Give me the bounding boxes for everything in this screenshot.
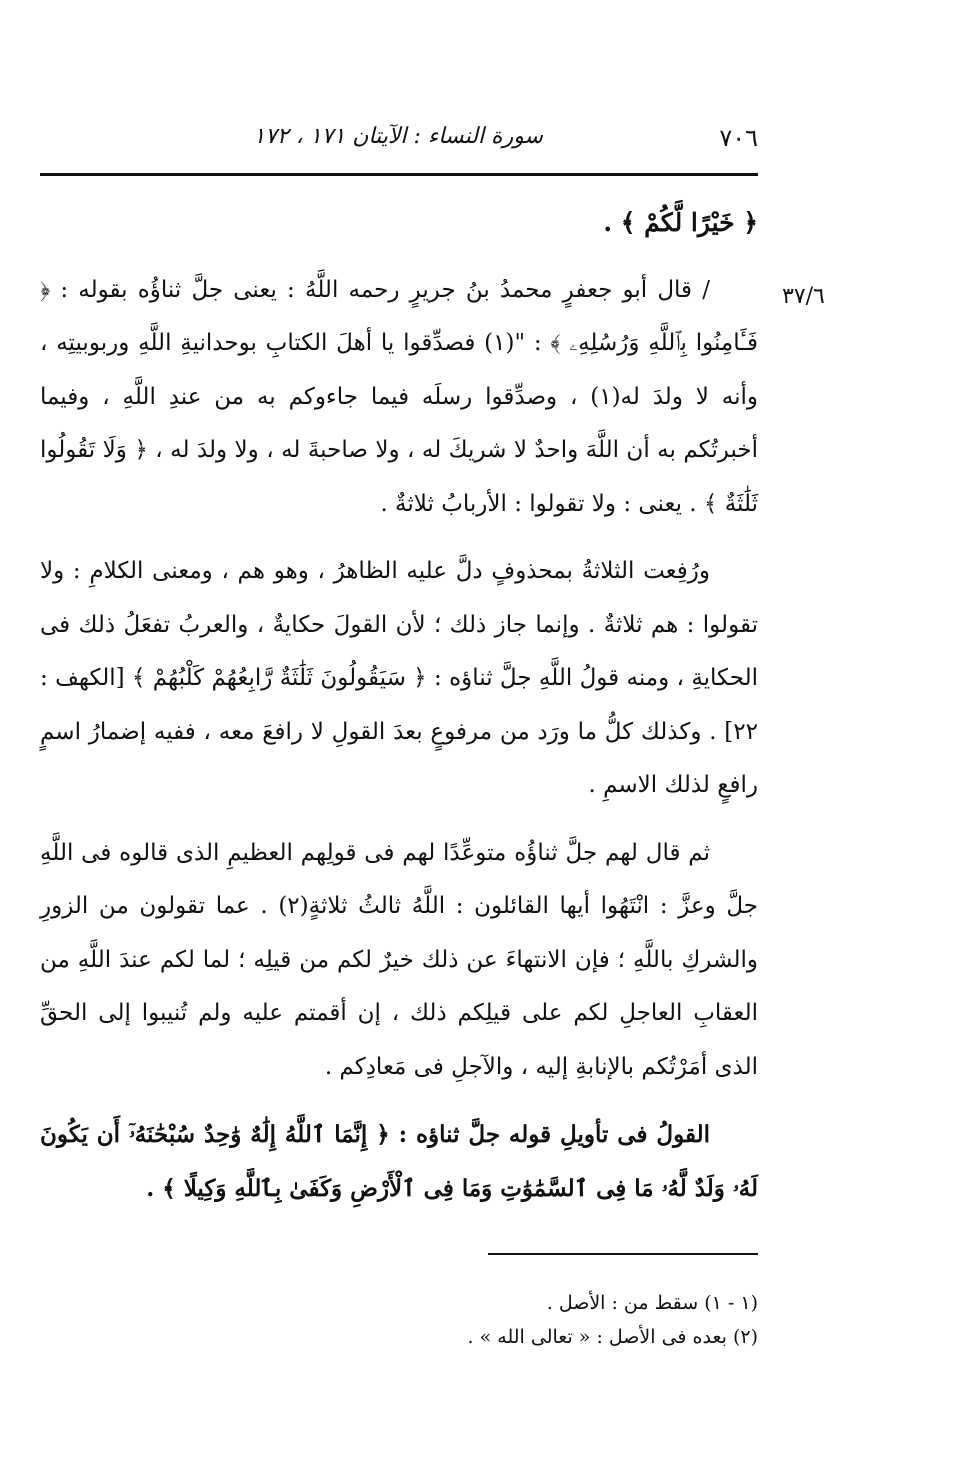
running-title: سورة النساء : الآيتان ١٧١ ، ١٧٢ bbox=[253, 124, 543, 149]
paragraph-verse-end: ﴿ خَيْرًا لَّكُمْ ﴾ . bbox=[603, 208, 758, 237]
footnote-2: (٢) بعده فى الأصل : « تعالى الله » . bbox=[467, 1326, 758, 1348]
main-text bbox=[40, 196, 758, 1215]
footnote-rule bbox=[488, 1253, 758, 1255]
running-head bbox=[40, 118, 758, 158]
header-rule bbox=[40, 173, 758, 176]
footnotes bbox=[40, 1286, 758, 1354]
footnote-1: (١ - ١) سقط من : الأصل . bbox=[546, 1292, 758, 1314]
margin-reference: ٣٧/٦ bbox=[782, 284, 825, 309]
page-number: ٧٠٦ bbox=[719, 124, 758, 152]
paragraph-commentary-3: ثم قال لهم جلَّ ثناؤُه متوعِّدًا لهم فى قولِهم العظيمِ الذى قالوه فى اللَّهِ جلَّ وعزَّ : انْتَهُوا أيها القائلون : اللَّهُ ثالثُ ثلاثةٍ(٢) . عما تقولون من الزورِ والشركِ باللَّهِ ؛ فإن الانتهاءَ عن ذلك خيرٌ لكم من قيلِه ؛ لما لكم عندَ اللَّهِ من العقابِ العاجلِ لكم على قيلِكم ذلك ، إن أقمتم عليه ولم تُنيبوا إلى الحقِّ الذى أمَرْتُكم بالإنابةِ إليه ، والآجلِ فى مَعادِكم . bbox=[40, 839, 758, 1080]
paragraph-commentary-1: / قال أبو جعفرٍ محمدُ بنُ جريرٍ رحمه اللَّهُ : يعنى جلَّ ثناؤُه بقوله : ﴿ فَـَٔامِنُوا بِٱللَّهِ وَرُسُلِهِۦ ﴾ : "(١) فصدِّقوا يا أهلَ الكتابِ بوحدانيةِ اللَّهِ وربوبيتِه ، وأنه لا ولدَ له(١) ، وصدِّقوا رسلَه فيما جاءوكم به من عندِ اللَّهِ ، وفيما أخبرتُكم به أن اللَّهَ واحدٌ لا شريكَ له ، ولا صاحبةَ له ، ولا ولدَ له ، ﴿ وَلَا تَقُولُوا ثَلَٰثَةٌ ﴾ . يعنى : ولا تقولوا : الأربابُ ثلاثةٌ . bbox=[40, 276, 758, 517]
paragraph-verse-heading: القولُ فى تأويلِ قوله جلَّ ثناؤه : ﴿ إِنَّمَا ٱللَّهُ إِلَٰهٌ وَٰحِدٌ سُبْحَٰنَهُۥٓ أَن يَكُونَ لَهُۥ وَلَدٌ لَّهُۥ مَا فِى ٱلسَّمَٰوَٰتِ وَمَا فِى ٱلْأَرْضِ وَكَفَىٰ بِٱللَّهِ وَكِيلًا ﴾ . bbox=[40, 1121, 758, 1202]
paragraph-commentary-2: ورُفِعت الثلاثةُ بمحذوفٍ دلَّ عليه الظاهرُ ، وهو هم ، ومعنى الكلامِ : ولا تقولوا : هم ثلاثةٌ . وإنما جاز ذلك ؛ لأن القولَ حكايةٌ ، والعربُ تفعَلُ ذلك فى الحكايةِ ، ومنه قولُ اللَّهِ جلَّ ثناؤه : ﴿ سَيَقُولُونَ ثَلَٰثَةٌ رَّابِعُهُمْ كَلْبُهُمْ ﴾ [الكهف : ٢٢] . وكذلك كلُّ ما ورَد من مرفوعٍ بعدَ القولِ لا رافعَ معه ، ففيه إضمارُ اسمٍ رافعٍ لذلك الاسمِ . bbox=[40, 558, 758, 798]
